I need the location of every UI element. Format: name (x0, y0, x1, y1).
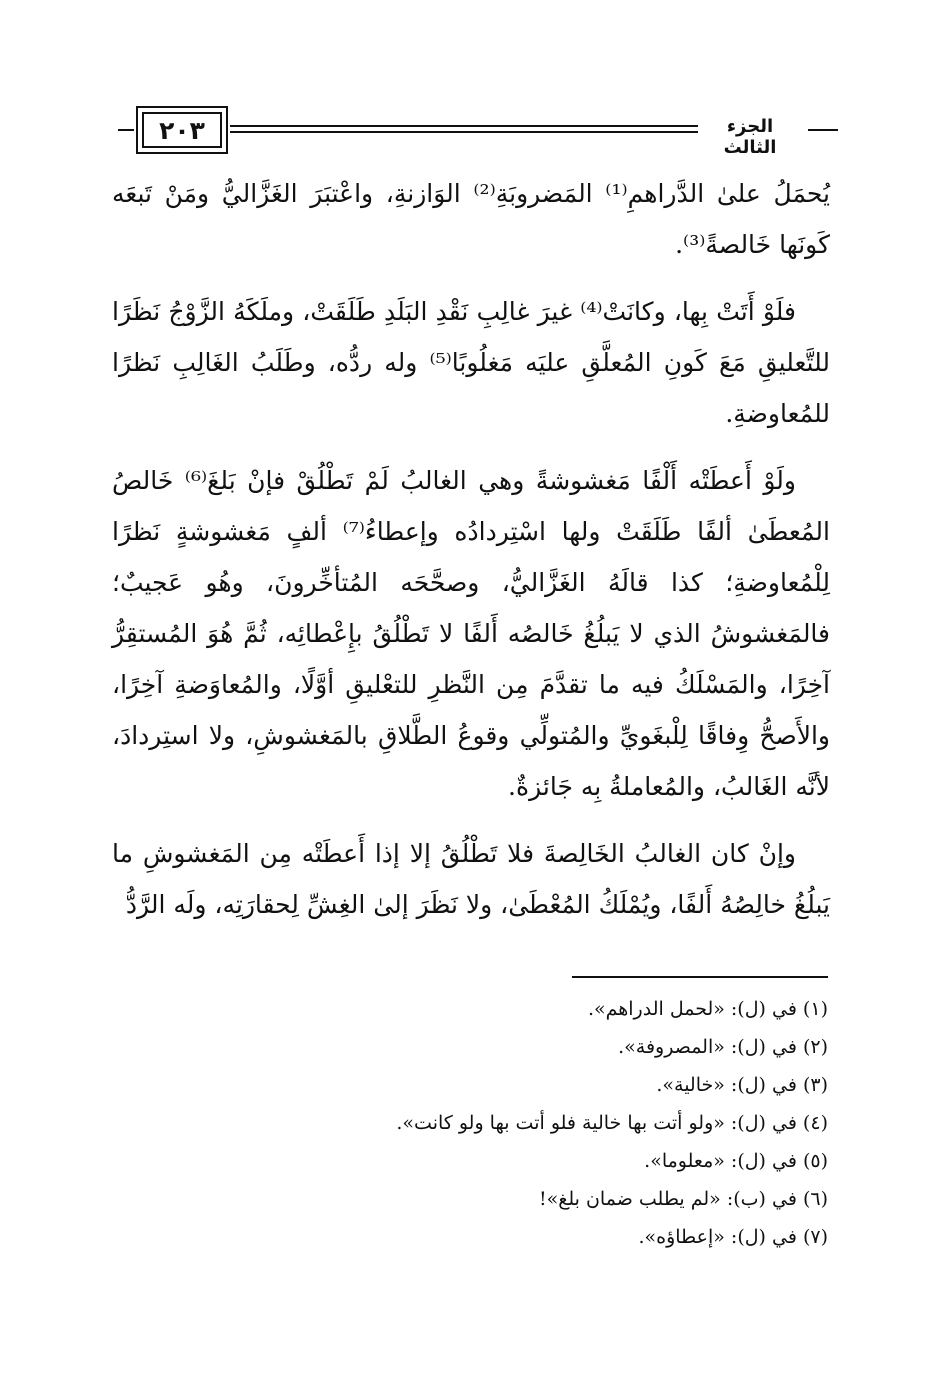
paragraph: يُحمَلُ علىٰ الدَّراهمِ⁽¹⁾ المَضروبَةِ⁽²⁾ الوَازنةِ، واعْتبَرَ الغَزَّاليُّ ومَنْ تَبعَه كَونَها خَالصةً⁽³⁾. (112, 179, 831, 259)
header-rule (230, 125, 698, 127)
page-header (118, 106, 828, 156)
footnote: (٣) في (ل): «خالية». (656, 1074, 828, 1096)
header-rule-stub-right (808, 129, 838, 131)
running-title: الجزء الثالث (723, 116, 777, 158)
paragraph: ولَوْ أَعطَتْه أَلْفًا مَغشوشةً وهي الغالبُ لَمْ تَطْلُقْ فإنْ بَلغَ⁽⁶⁾ خَالصُ المُعطَىٰ ألفًا طَلَقَتْ ولها اسْتِردادُه وإعطاءُ⁽⁷⁾ ألفٍ مَغشوشةٍ نَظرًا لِلْمُعاوضةِ؛ كذا قالَهُ الغَزَّاليُّ، وصحَّحَه المُتأخِّرونَ، وهُو عَجيبٌ؛ فالمَغشوشُ الذي لا يَبلُغُ خَالصُه أَلفًا لا تَطْلُقُ بإِعْطائِه، ثُمَّ هُوَ المُستقِرُّ آخِرًا، والمَسْلَكُ فيه ما تقدَّمَ مِن النَّظرِ للتعْليقِ أوَّلًا، والمُعاوَضةِ آخِرًا، والأَصحُّ وِفاقًا لِلْبغَويِّ والمُتولِّي وقوعُ الطَّلاقِ بالمَغشوشِ، ولا استِردادَ، لأنَّه الغَالبُ، والمُعاملةُ بِه جَائزةٌ. (112, 466, 830, 801)
footnote: (٧) في (ل): «إعطاؤه». (638, 1226, 828, 1248)
header-rule-double (230, 131, 698, 133)
footnote: (٢) في (ل): «المصروفة». (618, 1036, 828, 1058)
footnote: (٦) في (ب): «لم يطلب ضمان بلغ»! (538, 1188, 828, 1210)
footnote-separator (572, 976, 828, 978)
page-number-frame (136, 106, 228, 154)
page-number: ٢٠٣ (142, 112, 222, 148)
paragraph: فلَوْ أَتَتْ بِها، وكانَتْ⁽⁴⁾ غيرَ غالِبِ نَقْدِ البَلَدِ طَلَقَتْ، وملَكَهُ الزَّوْجُ نَظَرًا للتَّعليقِ مَعَ كَونِ المُعلَّقِ عليَه مَغلُوبًا⁽⁵⁾ وله ردُّه، وطَلَبُ الغَالِبِ نَظرًا للمُعاوضةِ. (112, 297, 830, 428)
paragraph: وإنْ كان الغالبُ الخَالِصةَ فلا تَطْلُقُ إلا إذا أَعطَتْه مِن المَغشوشِ ما يَبلُغُ خالِصُهُ أَلفًا، ويُمْلَكُ المُعْطَىٰ، ولا نَظَرَ إلىٰ الغِشِّ لِحقارَتِه، ولَه الرَّدُّ (112, 839, 830, 919)
footnote: (٤) في (ل): «ولو أتت بها خالية فلو أتت بها ولو كانت». (396, 1112, 828, 1134)
header-rule-stub-left (118, 129, 134, 131)
footnote: (٥) في (ل): «معلوما». (644, 1150, 828, 1172)
main-text (112, 168, 830, 946)
footnote: (١) في (ل): «لحمل الدراهم». (587, 998, 828, 1020)
footnotes (300, 990, 828, 1256)
